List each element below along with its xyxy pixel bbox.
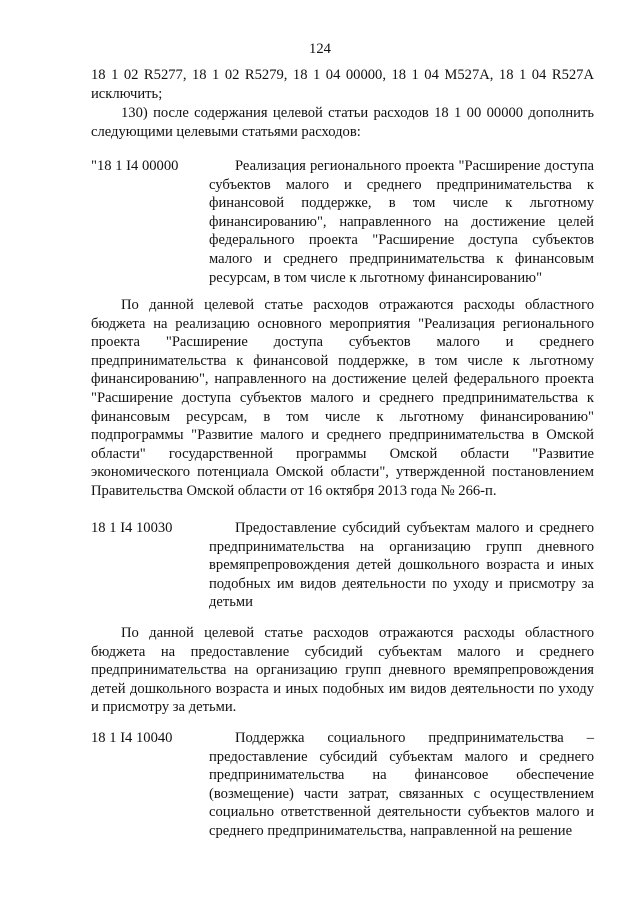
item-130-paragraph: 130) после содержания целевой статьи расходов 18 1 00 00000 дополнить следующими целевыми статьями расходов: — [91, 105, 594, 140]
entry-description — [209, 519, 594, 612]
entry-description-text: Предоставление субсидий субъектам малого и среднего предпринимательства на организацию групп дневного времяпрепровождения детей дошкольного возраста и иных подобных им видов деятельности по уходу и присмотру за детьми — [209, 520, 594, 611]
entry-description-text: Поддержка социального предпринимательства – предоставление субсидий субъектам малого и среднего предпринимательства на финансовое обеспечение (возмещение) части затрат, связанных с осуществлением социально ответственной деятельности субъектов малого и среднего предпринимательства, направленной на решение — [209, 730, 594, 839]
excluded-codes-paragraph: 18 1 02 R5277, 18 1 02 R5279, 18 1 04 00000, 18 1 04 M527A, 18 1 04 R527A исключить; — [91, 67, 594, 102]
entry-explanation: По данной целевой статье расходов отражаются расходы областного бюджета на предоставление субсидий субъектам малого и среднего предпринимательства на организацию групп дневного времяпрепровождения детей дошкольного возраста и иных подобных им видов деятельности по уходу и присмотру за детьми. — [91, 625, 594, 716]
page-number: 124 — [309, 41, 331, 57]
entry-description — [209, 157, 594, 287]
entry-description-text: Реализация регионального проекта "Расширение доступа субъектов малого и среднего предпринимательства к финансовой поддержке, в том числе к льготному финансированию", направленного на достижение целей федерального проекта "Расширение доступа субъектов малого и среднего предпринимательства к финансовым ресурсам, в том числе к льготному финансированию" — [209, 158, 594, 286]
entry-code: "18 1 I4 00000 — [91, 158, 179, 174]
entry-description — [209, 729, 594, 841]
entry-code: 18 1 I4 10030 — [91, 520, 173, 536]
entry-code: 18 1 I4 10040 — [91, 730, 173, 746]
entry-explanation: По данной целевой статье расходов отражаются расходы областного бюджета на реализацию основного мероприятия "Реализация регионального проекта "Расширение доступа субъектов малого и среднего предпринимательства к финансовой поддержке, в том числе к льготному финансированию", направленного на достижение целей федерального проекта "Расширение доступа субъектов малого и среднего предпринимательства к финансовым ресурсам, в том числе к льготному финансированию" подпрограммы "Развитие малого и среднего предпринимательства в Омской области" государственной программы Омской области "Развитие экономического потенциала Омской области", утвержденной постановлением Правительства Омской области от 16 октября 2013 года № 266-п. — [91, 297, 594, 499]
